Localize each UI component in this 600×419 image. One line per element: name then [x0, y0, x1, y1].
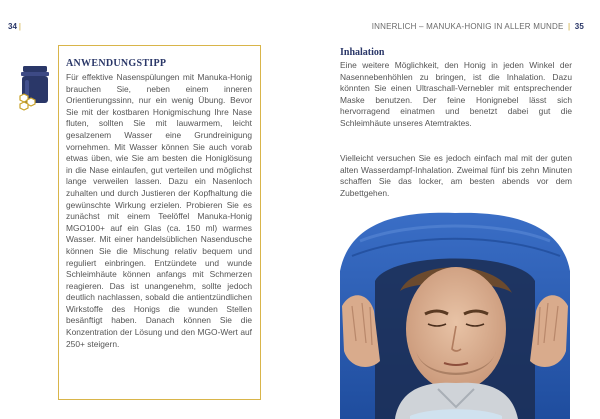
running-title: INNERLICH – MANUKA-HONIG IN ALLER MUNDE	[371, 22, 564, 31]
tip-body-text: Für effektive Nasenspülungen mit Manuka-Honig brauchen Sie, neben einem inneren Orientierungssinn, nur ein wenig Übung. Bevor Sie mit der kostbaren Honigmischung Ihre Nase fluten, sollten Sie mit lauwarmem, leicht gesalzenem Wasser eine Grundreinigung vornehmen. Mit Wasser können Sie auch vorab etwas üben, wie Sie am besten die Honiglösung in die Nase einlaufen, gut verteilen und möglichst lange verweilen lassen. Dazu ein Nasenloch zuhalten und durch Justieren der Kopfhaltung die gewünschte Wirkung erzielen. Probieren Sie es zunächst mit einem Teelöffel Manuka-Honig MGO100+ auf ein Glas (ca. 150 ml) warmes Wasser. Mit einer handelsüblichen Nasendusche können Sie die Mischung relativ bequem und reguliert einbringen. Entzündete und wunde Schleimhäute können anfangs mit Schmerzen reagieren. Das ist unangenehm, sollte jedoch deutlich nachlassen, sobald die antientzündlichen Wirkstoffe des Honigs die wunden Stellen besänftigt haben. Danach können Sie die Konzentration der Lösung und den MGO-Wert auf 250+ steigern.	[66, 72, 252, 349]
header-divider: |	[18, 22, 21, 31]
page-number-left: 34	[8, 22, 17, 31]
page-header-right	[372, 22, 584, 31]
inhalation-photo	[340, 211, 570, 419]
honey-jar-icon	[16, 63, 54, 111]
tip-title: ANWENDUNGSTIPP	[66, 58, 167, 69]
page-number-right: 35	[574, 22, 584, 31]
section-title: Inhalation	[340, 47, 385, 58]
section-paragraph-2: Vielleicht versuchen Sie es jedoch einfach mal mit der guten alten Wasserdampf-Inhalation. Zweimal fünf bis zehn Minuten schaffen Sie das locker, am besten abends vor dem Zubettgehen.	[340, 153, 572, 198]
page-header-left	[8, 22, 23, 31]
section-paragraph-1: Eine weitere Möglichkeit, den Honig in jeden Winkel der Nasennebenhöhlen zu bringen, ist die Inhalation. Dazu könnten Sie einen Ultraschall-Vernebler mit entsprechender Maske benutzen. Der feine Honignebel lässt sich hervorragend einatmen und benetzt dabei gut die Schleimhäute unseres Atemtraktes.	[340, 60, 572, 128]
header-divider: |	[565, 22, 571, 31]
